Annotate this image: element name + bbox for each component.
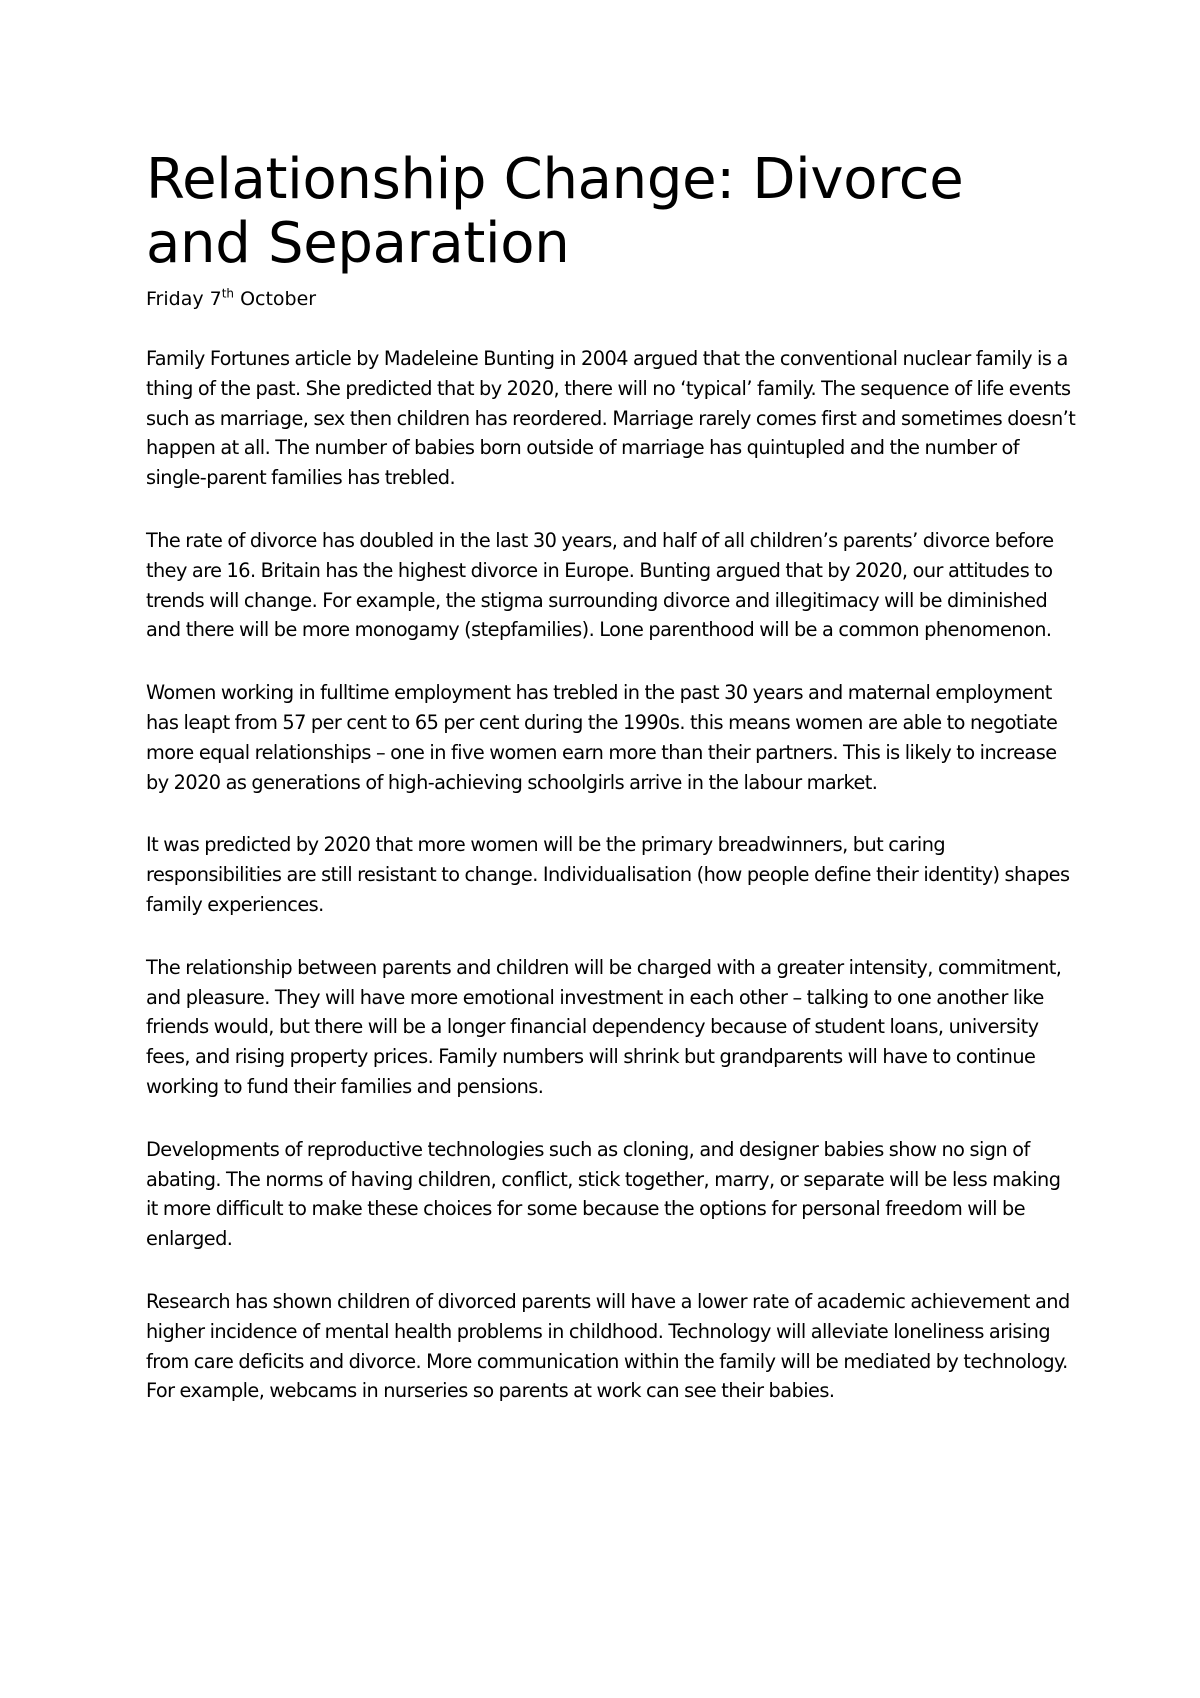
document-date	[146, 286, 1076, 312]
paragraph-family-fortunes: Family Fortunes article by Madeleine Bunting in 2004 argued that the conventional nuclear family is a thing of the past. She predicted that by 2020, there will no ‘typical’ family. The sequence of life events such as marriage, sex then children has reordered. Marriage rarely comes first and sometimes doesn’t happen at all. The number of babies born outside of marriage has quintupled and the number of single-parent families has trebled.	[146, 347, 1076, 490]
paragraph-divorce-rate: The rate of divorce has doubled in the last 30 years, and half of all children’s parents’ divorce before they are 16. Britain has the highest divorce in Europe. Bunting argued that by 2020, our attitudes to trends will change. For example, the stigma surrounding divorce and illegitimacy will be diminished and there will be more monogamy (stepfamilies). Lone parenthood will be a common phenomenon.	[146, 528, 1054, 642]
paragraph-reproductive-technologies: Developments of reproductive technologies such as cloning, and designer babies show no sign of abating. The norms of having children, conflict, stick together, marry, or separate will be less making it more difficult to make these choices for some because the options for personal freedom will be enlarged.	[146, 1137, 1061, 1251]
document-title: Relationship Change: Divorce and Separation	[146, 147, 964, 276]
date-ordinal-suffix: th	[221, 286, 235, 301]
paragraph-parents-children: The relationship between parents and children will be charged with a greater intensity, commitment, and pleasure. They will have more emotional investment in each other – talking to one another like friends would, but there will be a longer financial dependency because of student loans, university fees, and rising property prices. Family numbers will shrink but grandparents will have to continue working to fund their families and pensions.	[146, 955, 1062, 1098]
date-month: October	[234, 288, 317, 310]
paragraph-research: Research has shown children of divorced parents will have a lower rate of academic achievement and higher incidence of mental health problems in childhood. Technology will alleviate loneliness arising from care deficits and divorce. More communication within the family will be mediated by technology. For example, webcams in nurseries so parents at work can see their babies.	[146, 1289, 1070, 1403]
paragraph-breadwinners: It was predicted by 2020 that more women will be the primary breadwinners, but caring responsibilities are still resistant to change. Individualisation (how people define their identity) shapes family experiences.	[146, 833, 1070, 916]
document-body	[146, 148, 1076, 1406]
paragraph-women-employment: Women working in fulltime employment has trebled in the past 30 years and maternal employment has leapt from 57 per cent to 65 per cent during the 1990s. this means women are able to negotiate more equal relationships – one in five women earn more than their partners. This is likely to increase by 2020 as generations of high-achieving schoolgirls arrive in the labour market.	[146, 681, 1058, 794]
date-text: Friday 7	[146, 288, 222, 310]
